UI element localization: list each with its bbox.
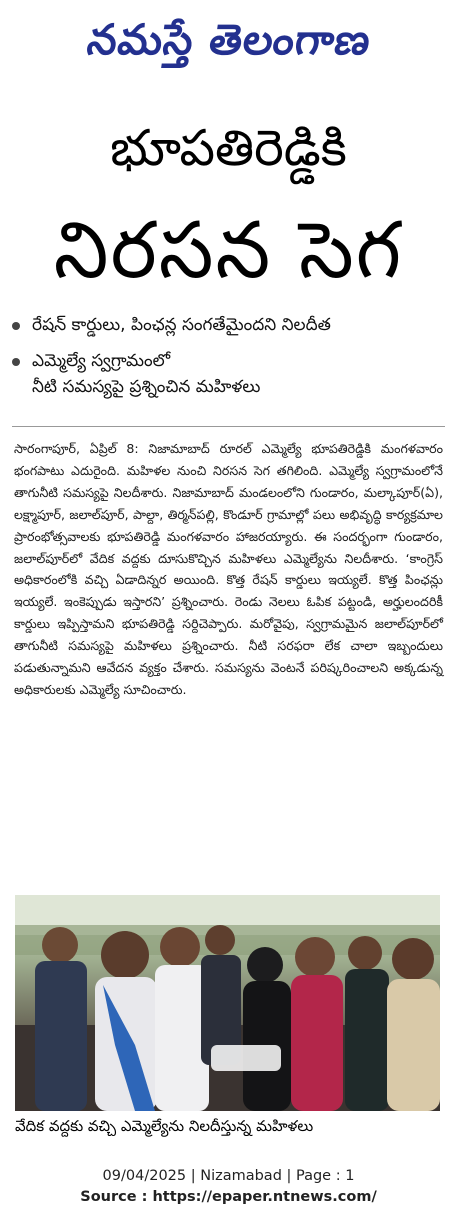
photo-illustration bbox=[15, 895, 440, 1111]
bullet-line: నీటి సమస్యపై ప్రశ్నించిన మహిళలు bbox=[32, 377, 261, 397]
section-divider bbox=[12, 426, 445, 427]
photo-caption: వేదిక వద్దకు వచ్చి ఎమ్మెల్యేను నిలదీస్తున్న మహిళలు bbox=[15, 1117, 314, 1135]
bullet-dot-icon bbox=[12, 322, 20, 330]
bullet-text bbox=[32, 348, 260, 400]
bullet-point bbox=[12, 312, 447, 338]
newspaper-logo-title: నమస్తే తెలంగాణ bbox=[84, 15, 375, 64]
news-photo bbox=[15, 895, 440, 1111]
article-body: సారంగాపూర్, ఏప్రిల్ 8: నిజామాబాద్ రూరల్ ఎమ్మెల్యే భూపతిరెడ్డికి మంగళవారం భంగపాటు ఎదురైంది. మహిళల నుంచి నిరసన సెగ తగిలింది. ఎమ్మెల్యే స్వగ్రామంలోనే తాగునీటి సమస్యపై నిలదీశారు. నిజామాబాద్ మండలంలోని గుండారం, మల్కాపూర్(ఏ), లక్ష్మాపూర్, జలాల్‌పూర్, పాల్దా, తిర్మన్‌పల్లి, కొండూర్ గ్రామాల్లో పలు అభివృద్ధి కార్యక్రమాల ప్రారంభోత్సవాలకు భూపతిరెడ్డి మంగళవారం హాజరయ్యారు. ఈ సందర్భంగా గుండారం, జలాల్‌పూర్‌లో వేదిక వద్దకు దూసుకొచ్చిన మహిళలు ఎమ్మెల్యేను నిలదీశారు. ‘కాంగ్రెస్ అధికారంలోకి వచ్చి ఏడాదిన్నర అయింది. కొత్త రేషన్ కార్డులు ఇయ్యలే. కొత్త పింఛన్లు ఇయ్యలే. ఇంకెప్పుడు ఇస్తారని’ ప్రశ్నించారు. రెండు నెలలు ఓపిక పట్టండి, అర్హులందరికీ కార్డులు ఇప్పిస్తామని భూపతిరెడ్డి సర్దిచెప్పారు. మరోవైపు, స్వగ్రామమైన జలాల్‌పూర్‌లో తాగునీటి సమస్యపై మహిళలు ప్రశ్నించారు. నీటి సరఫరా లేక చాలా ఇబ్బందులు పడుతున్నామని ఆవేదన వ్యక్తం చేశారు. సమస్యను వెంటనే పరిష్కరించాలని అక్కడున్న అధికారులకు ఎమ్మెల్యే సూచించారు. bbox=[14, 441, 443, 697]
headline-main: నిరసన సెగ bbox=[53, 206, 404, 296]
footer-date-edition: 09/04/2025 | Nizamabad | Page : 1 bbox=[102, 1168, 355, 1184]
footer-source-link[interactable]: Source : https://epaper.ntnews.com/ bbox=[80, 1189, 377, 1205]
subheading-bullets bbox=[12, 312, 447, 410]
bullet-line: రేషన్ కార్డులు, పింఛన్ల సంగతేమైందని నిలదీత bbox=[32, 315, 331, 335]
bullet-point bbox=[12, 348, 447, 400]
newspaper-masthead bbox=[0, 0, 457, 90]
bullet-text bbox=[32, 312, 331, 338]
headline-kicker: భూపతిరెడ్డికి bbox=[110, 119, 347, 177]
bullet-dot-icon bbox=[12, 358, 20, 366]
page-footer bbox=[0, 1166, 457, 1208]
bullet-line: ఎమ్మెల్యే స్వగ్రామంలో bbox=[32, 351, 171, 371]
